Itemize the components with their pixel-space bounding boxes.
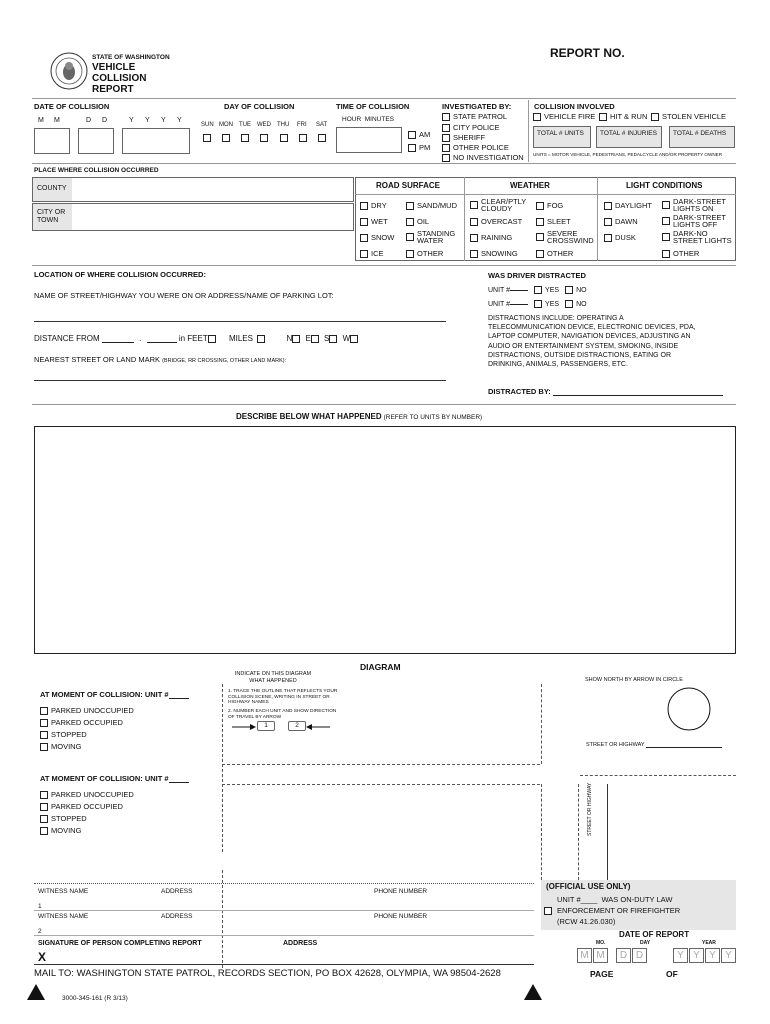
witness-1-name-label: WITNESS NAME — [38, 888, 89, 895]
form-title: VEHICLE COLLISION REPORT — [92, 62, 147, 95]
distracted-label: WAS DRIVER DISTRACTED — [488, 271, 586, 280]
raining-checkbox[interactable] — [470, 234, 478, 242]
unit-2-no-checkbox[interactable] — [565, 300, 573, 308]
divider — [597, 177, 598, 261]
weather-other-label: OTHER — [547, 249, 574, 258]
nearest-hint: (BRIDGE, RR CROSSING, OTHER LAND MARK): — [162, 358, 287, 364]
miles-label: MILES — [228, 334, 253, 343]
divider — [355, 194, 736, 195]
official-line-1: UNIT #____ WAS ON-DUTY LAW — [557, 895, 673, 904]
west-label: W — [342, 334, 351, 343]
distance-fraction-input[interactable] — [147, 342, 177, 343]
dark-no-lights-label: DARK-NO STREET LIGHTS — [673, 229, 732, 245]
parked-unoccupied-label: PARKED UNOCCUPIED — [51, 790, 134, 799]
time-input-box[interactable] — [336, 127, 402, 153]
witness-1-phone-label: PHONE NUMBER — [374, 888, 428, 895]
clear-checkbox[interactable] — [470, 201, 478, 209]
report-date-letter: Y — [721, 948, 736, 963]
witness-2-number: 2 — [38, 928, 42, 935]
total-deaths-label: TOTAL # DEATHS — [673, 130, 727, 137]
moment-2-row — [40, 774, 189, 783]
weather-label: WEATHER — [510, 181, 550, 190]
street-highway-row — [586, 742, 722, 748]
city-label: CITY OR TOWN — [37, 209, 66, 224]
sand-mud-checkbox[interactable] — [406, 202, 414, 210]
city-police-checkbox[interactable] — [442, 124, 450, 132]
units-note: UNITS = MOTOR VEHICLE, PEDESTRIANS, PEDALCYCLE AND/OR PROPERTY OWNER — [533, 152, 723, 157]
south-label: S — [324, 334, 330, 343]
wet-label: WET — [371, 217, 388, 226]
ice-checkbox[interactable] — [360, 250, 368, 258]
standing-water-checkbox[interactable] — [406, 233, 414, 241]
county-label: COUNTY — [37, 185, 67, 192]
diagram-guide-line — [541, 684, 542, 764]
report-year-label: YEAR — [702, 940, 716, 946]
diagram-guide-line — [541, 784, 542, 880]
date-day-box[interactable] — [78, 128, 114, 154]
hit-run-checkbox[interactable] — [599, 113, 607, 121]
am-label: AM — [419, 130, 431, 139]
vehicle-fire-checkbox[interactable] — [533, 113, 541, 121]
clear-label: CLEAR/PTLY CLOUDY — [481, 197, 527, 213]
hit-run-label: HIT & RUN — [610, 112, 648, 121]
m1-parked-occupied-checkbox[interactable] — [40, 719, 48, 727]
light-conditions-label: LIGHT CONDITIONS — [626, 181, 703, 190]
snowing-checkbox[interactable] — [470, 250, 478, 258]
signature-label: SIGNATURE OF PERSON COMPLETING REPORT — [38, 940, 202, 947]
dark-lights-off-checkbox[interactable] — [662, 217, 670, 225]
divider — [528, 100, 529, 162]
city-police-label: CITY POLICE — [453, 123, 500, 132]
sheriff-label: SHERIFF — [453, 133, 486, 142]
overcast-label: OVERCAST — [481, 217, 523, 226]
dawn-checkbox[interactable] — [604, 218, 612, 226]
m2-stopped-checkbox[interactable] — [40, 815, 48, 823]
nearest-input-line[interactable] — [34, 380, 446, 381]
other-police-checkbox[interactable] — [442, 144, 450, 152]
north-circle[interactable] — [666, 686, 712, 732]
report-date-letter: D — [616, 948, 631, 963]
north-label: N — [286, 334, 293, 343]
pm-checkbox[interactable] — [408, 144, 416, 152]
stopped-label: STOPPED — [51, 814, 87, 823]
fog-label: FOG — [547, 201, 564, 210]
distance-label: DISTANCE FROM — [34, 334, 100, 343]
report-day-label: DAY — [640, 940, 651, 946]
street-highway-label: STREET OR HIGHWAY — [586, 742, 645, 748]
date-label: DATE OF COLLISION — [34, 102, 110, 111]
step-1: 1. TRACE THE OUTLINE THAT REFLECTS YOUR COLLISION SCENE, WRITING IN STREET OR HIGHWAY NAMES — [228, 689, 338, 706]
street-label: NAME OF STREET/HIGHWAY YOU WERE ON OR ADDRESS/NAME OF PARKING LOT: — [34, 291, 334, 300]
snow-label: SNOW — [371, 233, 395, 242]
street-input-line[interactable] — [34, 321, 446, 322]
severe-crosswind-label: SEVERE CROSSWIND — [547, 229, 594, 245]
report-date-boxes[interactable] — [577, 948, 737, 964]
overcast-checkbox[interactable] — [470, 218, 478, 226]
dark-lights-off-label: DARK-STREET LIGHTS OFF — [673, 213, 726, 229]
report-date-letter: Y — [673, 948, 688, 963]
unit-1-input[interactable] — [510, 290, 528, 291]
of-label: OF — [666, 969, 678, 979]
no-label: NO — [576, 300, 587, 308]
signature-x-mark: X — [38, 950, 47, 964]
parked-unoccupied-label: PARKED UNOCCUPIED — [51, 706, 134, 715]
unit-2-input[interactable] — [510, 304, 528, 305]
describe-label: DESCRIBE BELOW WHAT HAPPENED — [236, 412, 382, 421]
nearest-label: NEAREST STREET OR LAND MARK — [34, 355, 160, 364]
road-other-checkbox[interactable] — [406, 250, 414, 258]
north-checkbox[interactable] — [292, 335, 300, 343]
no-investigation-checkbox[interactable] — [442, 154, 450, 162]
daylight-checkbox[interactable] — [604, 202, 612, 210]
wet-checkbox[interactable] — [360, 218, 368, 226]
fog-checkbox[interactable] — [536, 202, 544, 210]
describe-hint: (REFER TO UNITS BY NUMBER) — [383, 414, 483, 421]
day-mon-checkbox[interactable] — [222, 134, 230, 142]
snow-checkbox[interactable] — [360, 234, 368, 242]
unit-label: UNIT # — [488, 286, 511, 294]
divider — [464, 177, 465, 261]
stopped-label: STOPPED — [51, 730, 87, 739]
sleet-label: SLEET — [547, 217, 571, 226]
oil-label: OIL — [417, 217, 430, 226]
diagram-guide-line — [222, 870, 223, 968]
other-police-label: OTHER POLICE — [453, 143, 509, 152]
distracted-by-row — [488, 387, 723, 396]
total-injuries-label: TOTAL # INJURIES — [600, 130, 657, 137]
unit-1-no-checkbox[interactable] — [565, 286, 573, 294]
registration-mark-right-icon — [524, 984, 542, 1000]
feet-label: FEET — [187, 334, 208, 343]
witness-2-input-line[interactable] — [34, 935, 534, 936]
diagram-label: DIAGRAM — [360, 662, 401, 672]
diagram-guide-line — [222, 784, 540, 785]
diagram-guide-line — [222, 684, 223, 852]
light-other-checkbox[interactable] — [662, 250, 670, 258]
weather-other-checkbox[interactable] — [536, 250, 544, 258]
no-investigation-label: NO INVESTIGATION — [453, 153, 524, 162]
unit-1-yes-checkbox[interactable] — [534, 286, 542, 294]
oil-checkbox[interactable] — [406, 218, 414, 226]
unit-arrows-example — [230, 720, 330, 734]
daylight-label: DAYLIGHT — [615, 201, 652, 210]
moving-label: MOVING — [51, 742, 82, 751]
report-date-letter: Y — [689, 948, 704, 963]
witness-1-number: 1 — [38, 903, 42, 910]
yes-label: YES — [545, 300, 560, 308]
distracted-by-label: DISTRACTED BY: — [488, 387, 551, 396]
day-label: DAY OF COLLISION — [224, 102, 295, 111]
severe-crosswind-checkbox[interactable] — [536, 233, 544, 241]
report-date-letter: M — [593, 948, 608, 963]
time-label: TIME OF COLLISION — [336, 102, 410, 111]
pm-label: PM — [419, 143, 431, 152]
road-surface-label: ROAD SURFACE — [376, 181, 441, 190]
stolen-vehicle-label: STOLEN VEHICLE — [662, 112, 727, 121]
state-seal-icon — [50, 52, 88, 90]
east-checkbox[interactable] — [311, 335, 319, 343]
date-month-box[interactable] — [34, 128, 70, 154]
involved-label: COLLISION INVOLVED — [534, 102, 615, 111]
total-units-box[interactable] — [533, 126, 591, 148]
registration-mark-left-icon — [27, 984, 45, 1000]
total-units-label: TOTAL # UNITS — [537, 130, 584, 137]
raining-label: RAINING — [481, 233, 513, 242]
date-of-report-label: DATE OF REPORT — [619, 930, 690, 939]
day-fri-checkbox[interactable] — [299, 134, 307, 142]
day-thu-checkbox[interactable] — [280, 134, 288, 142]
m2-moving-checkbox[interactable] — [40, 827, 48, 835]
unit-1-tag: 1 — [257, 721, 275, 731]
distracted-by-input[interactable] — [553, 395, 723, 396]
indicate-text: INDICATE ON THIS DIAGRAM WHAT HAPPENED — [234, 671, 312, 684]
dry-label: DRY — [371, 201, 387, 210]
m1-parked-unoccupied-checkbox[interactable] — [40, 707, 48, 715]
divider — [32, 98, 736, 99]
m2-parked-occupied-checkbox[interactable] — [40, 803, 48, 811]
describe-textarea[interactable] — [34, 426, 736, 654]
report-mo-label: MO. — [596, 940, 606, 946]
moment-1-row — [40, 690, 189, 699]
unit-label: UNIT # — [488, 300, 511, 308]
street-highway-vertical-label: STREET OR HIGHWAY — [587, 782, 593, 836]
street-vertical-input-line[interactable] — [607, 784, 608, 880]
nearest-row — [34, 355, 286, 364]
feet-checkbox[interactable] — [208, 335, 216, 343]
dawn-label: DAWN — [615, 217, 638, 226]
moment-1-label: AT MOMENT OF COLLISION: UNIT # — [40, 690, 169, 699]
state-label: STATE OF WASHINGTON — [92, 54, 170, 61]
west-checkbox[interactable] — [350, 335, 358, 343]
on-duty-checkbox[interactable] — [544, 907, 552, 915]
m2-parked-unoccupied-checkbox[interactable] — [40, 791, 48, 799]
witness-1-input-line[interactable] — [34, 910, 534, 911]
distance-row — [34, 334, 361, 343]
east-label: E — [305, 334, 311, 343]
street-highway-input[interactable] — [646, 747, 722, 748]
day-sun-checkbox[interactable] — [203, 134, 211, 142]
date-year-box[interactable] — [122, 128, 190, 154]
snowing-label: SNOWING — [481, 249, 518, 258]
standing-water-label: STANDING WATER — [417, 229, 456, 245]
report-no-label: REPORT NO. — [550, 46, 625, 60]
am-checkbox[interactable] — [408, 131, 416, 139]
day-sat-checkbox[interactable] — [318, 134, 326, 142]
vehicle-fire-label: VEHICLE FIRE — [544, 112, 596, 121]
dot: . — [139, 334, 142, 343]
total-injuries-box[interactable] — [596, 126, 662, 148]
moving-label: MOVING — [51, 826, 82, 835]
step-2: 2. NUMBER EACH UNIT AND SHOW DIRECTION OF TRAVEL BY ARROW — [228, 709, 337, 720]
day-wed-checkbox[interactable] — [260, 134, 268, 142]
state-patrol-label: STATE PATROL — [453, 112, 508, 121]
show-north-label: SHOW NORTH BY ARROW IN CIRCLE — [585, 677, 683, 683]
no-label: NO — [576, 286, 587, 294]
divider — [32, 404, 736, 405]
sheriff-checkbox[interactable] — [442, 134, 450, 142]
witness-1-address-label: ADDRESS — [161, 888, 193, 895]
investigated-label: INVESTIGATED BY: — [442, 102, 512, 111]
witness-2-address-label: ADDRESS — [161, 913, 193, 920]
divider — [34, 883, 534, 884]
unit-2-yes-checkbox[interactable] — [534, 300, 542, 308]
dark-lights-on-checkbox[interactable] — [662, 201, 670, 209]
page-label: PAGE — [590, 969, 614, 979]
in-label: in — [178, 334, 186, 343]
ice-label: ICE — [371, 249, 384, 258]
county-input[interactable] — [72, 178, 353, 201]
signature-input-line[interactable] — [34, 964, 534, 965]
official-line-3: (RCW 41.26.030) — [557, 917, 616, 926]
light-other-label: OTHER — [673, 249, 700, 258]
diagram-guide-line — [222, 764, 540, 765]
day-tue-checkbox[interactable] — [241, 134, 249, 142]
dusk-checkbox[interactable] — [604, 234, 612, 242]
signature-address-label: ADDRESS — [283, 940, 318, 947]
parked-occupied-label: PARKED OCCUPIED — [51, 718, 123, 727]
report-date-letter: Y — [705, 948, 720, 963]
official-line-2: ENFORCEMENT OR FIREFIGHTER — [557, 906, 681, 915]
dark-lights-on-label: DARK-STREET LIGHTS ON — [673, 197, 726, 213]
m1-stopped-checkbox[interactable] — [40, 731, 48, 739]
moment-1-unit-input[interactable] — [169, 698, 189, 699]
diagram-guide-line — [580, 775, 736, 776]
location-label: LOCATION OF WHERE COLLISION OCCURRED: — [34, 270, 206, 279]
sleet-checkbox[interactable] — [536, 218, 544, 226]
state-patrol-checkbox[interactable] — [442, 113, 450, 121]
dry-checkbox[interactable] — [360, 202, 368, 210]
miles-checkbox[interactable] — [257, 335, 265, 343]
report-date-letter: D — [632, 948, 647, 963]
divider — [32, 163, 736, 164]
moment-2-unit-input[interactable] — [169, 782, 189, 783]
stolen-vehicle-checkbox[interactable] — [651, 113, 659, 121]
distractions-text: DISTRACTIONS INCLUDE: OPERATING A TELECOMMUNICATION DEVICE, ELECTRONIC DEVICES, PDA, LAPTOP COMPUTER, NAVIGATION DEVICES, ADJUSTING AN AUDIO OR ENTERTAINMENT SYSTEM, SMOKING, INSIDE DISTRACTIONS, OUTSIDE DISTRACTIONS, EATING OR DRINKING, ANIMALS, PASSENGERS, ETC. — [488, 315, 696, 369]
parked-occupied-label: PARKED OCCUPIED — [51, 802, 123, 811]
witness-2-phone-label: PHONE NUMBER — [374, 913, 428, 920]
divider — [32, 265, 736, 266]
form-number: 3000-345-161 (R 3/13) — [62, 995, 128, 1002]
city-input[interactable] — [72, 204, 353, 230]
report-date-letter: M — [577, 948, 592, 963]
distance-whole-input[interactable] — [102, 342, 134, 343]
dusk-label: DUSK — [615, 233, 636, 242]
unit-2-tag: 2 — [288, 721, 306, 731]
mail-to-text: MAIL TO: WASHINGTON STATE PATROL, RECORDS SECTION, PO BOX 42628, OLYMPIA, WA 98504-2628 — [34, 968, 501, 979]
m1-moving-checkbox[interactable] — [40, 743, 48, 751]
time-sub: HOUR MINUTES — [342, 116, 394, 123]
dark-no-lights-checkbox[interactable] — [662, 233, 670, 241]
road-other-label: OTHER — [417, 249, 444, 258]
official-use-label: (OFFICIAL USE ONLY) — [546, 882, 631, 891]
sand-mud-label: SAND/MUD — [417, 201, 458, 210]
yes-label: YES — [545, 286, 560, 294]
witness-2-name-label: WITNESS NAME — [38, 913, 89, 920]
describe-header — [236, 412, 482, 421]
moment-2-label: AT MOMENT OF COLLISION: UNIT # — [40, 774, 169, 783]
place-label: PLACE WHERE COLLISION OCCURRED — [34, 167, 159, 174]
total-deaths-box[interactable] — [669, 126, 735, 148]
south-checkbox[interactable] — [329, 335, 337, 343]
diagram-guide-line — [578, 784, 579, 880]
